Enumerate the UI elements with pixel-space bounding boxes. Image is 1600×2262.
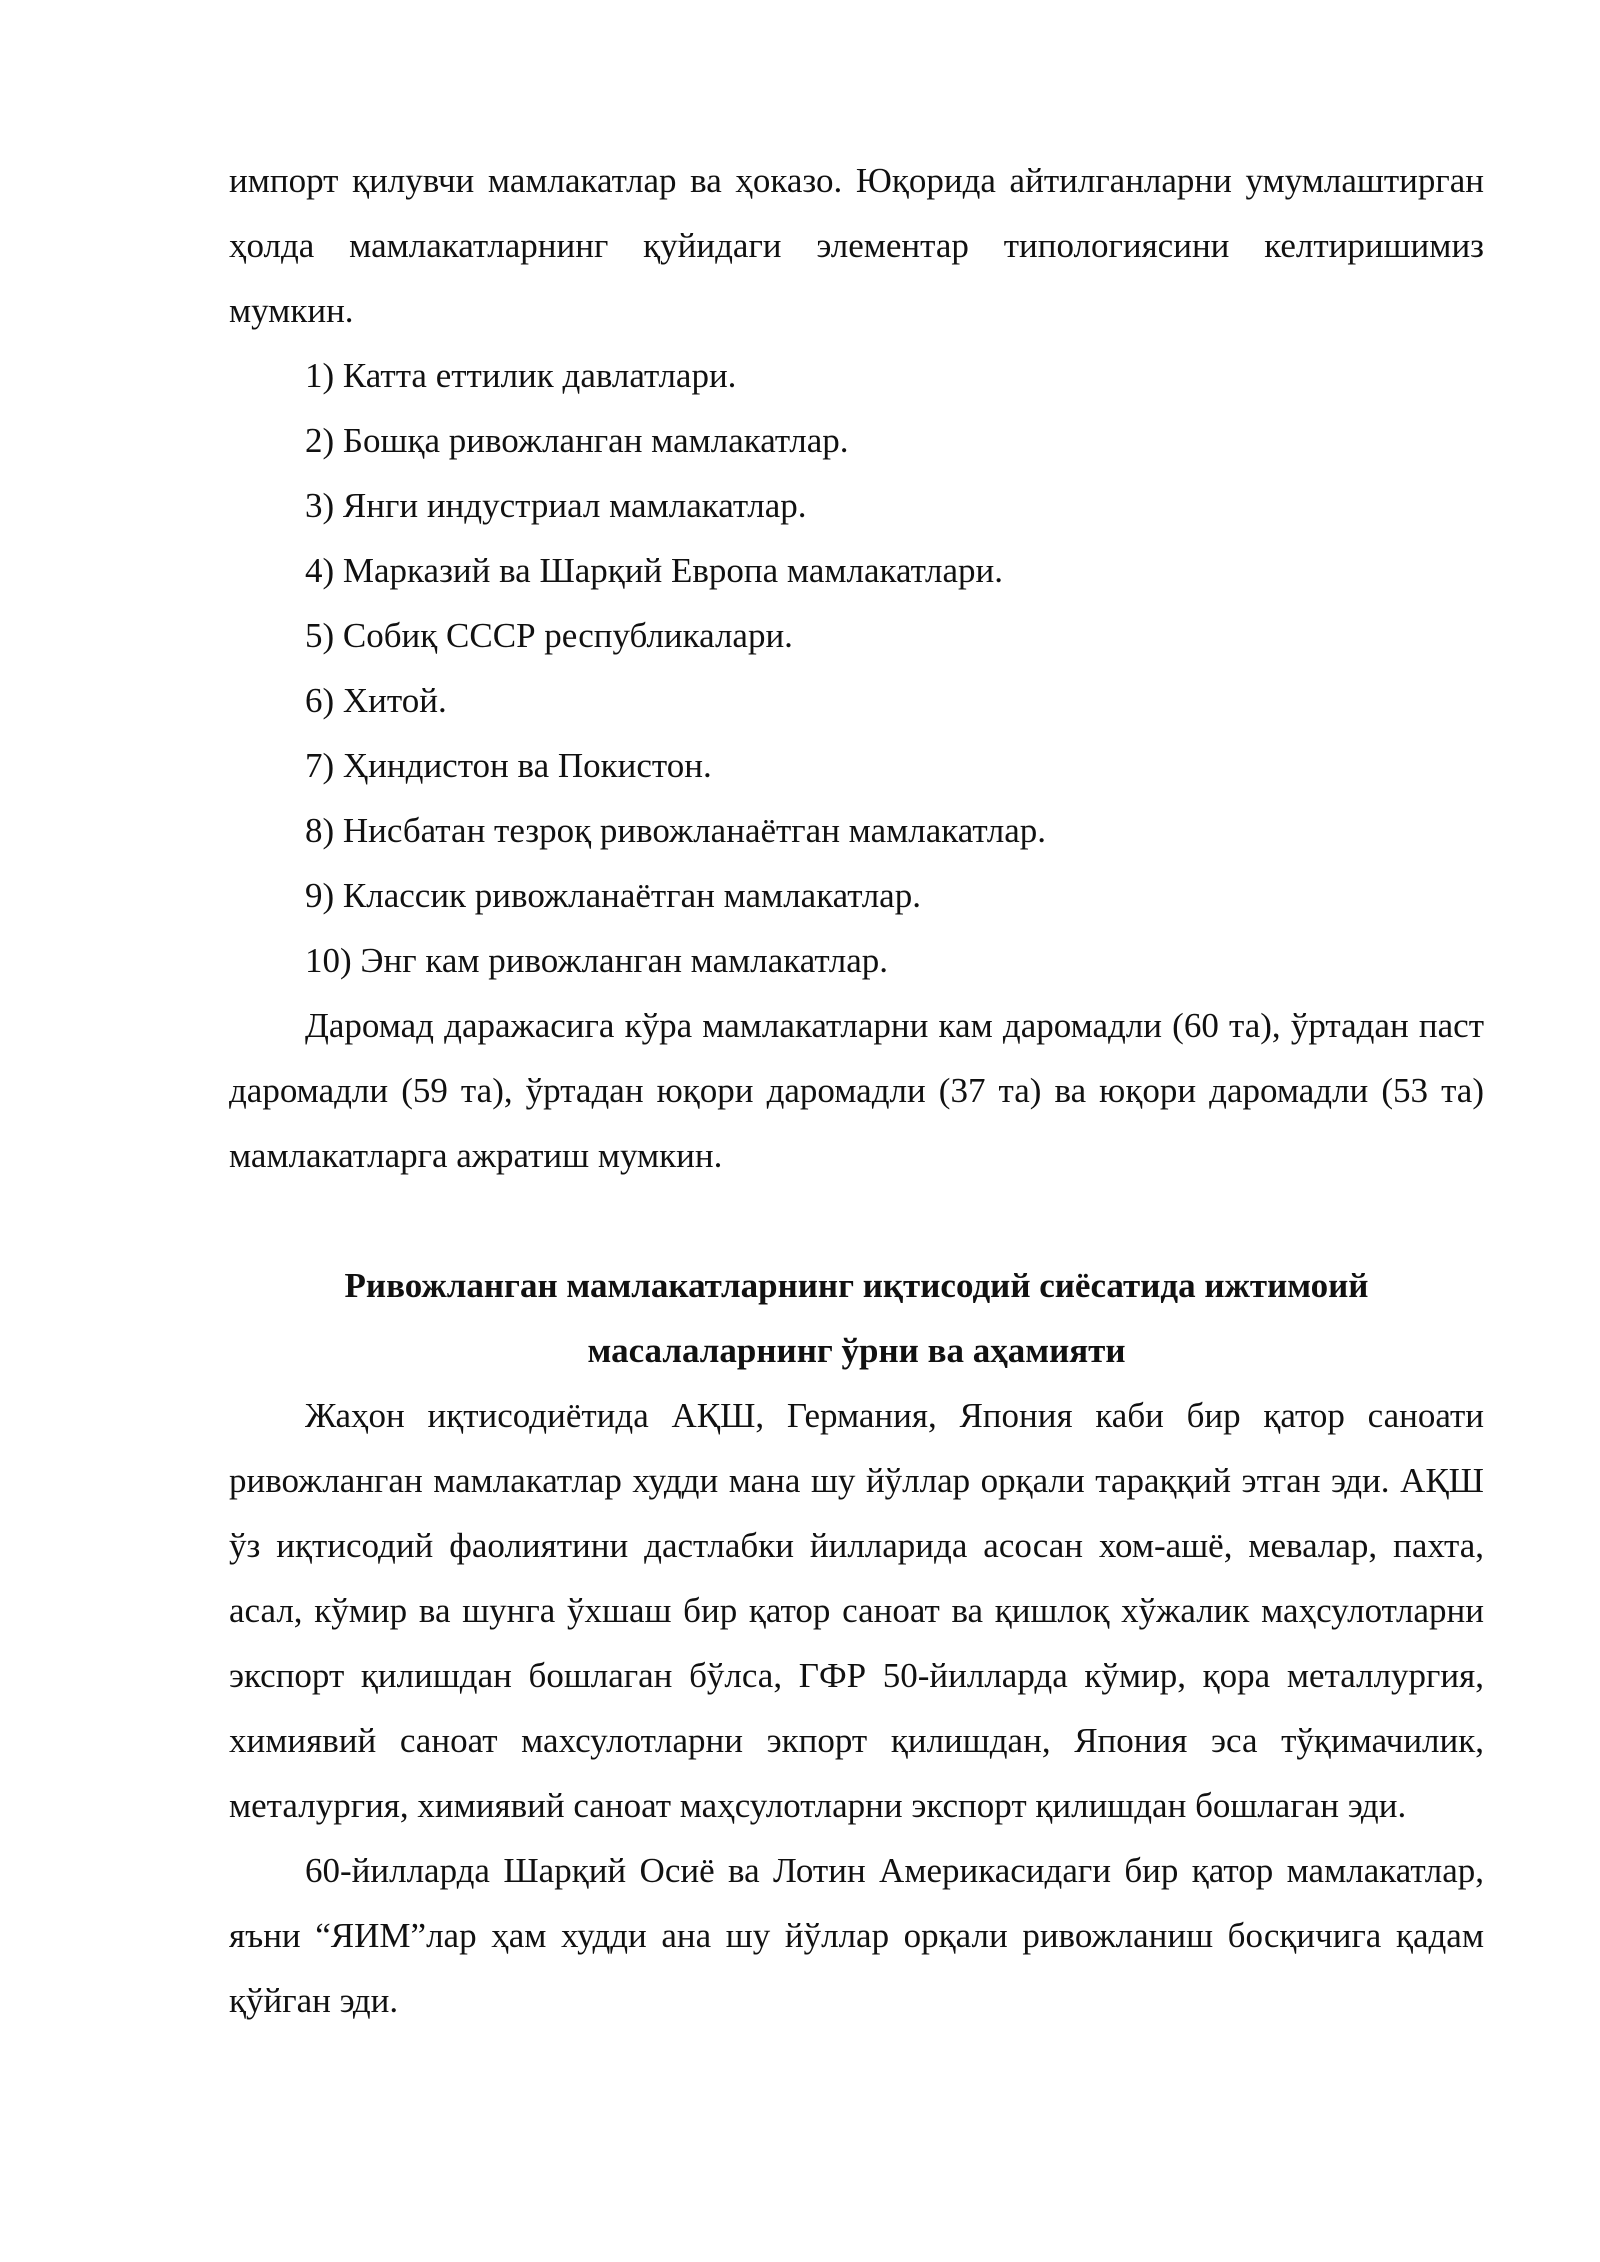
list-item: 10) Энг кам ривожланган мамлакатлар. bbox=[305, 941, 889, 980]
list-item: 6) Хитой. bbox=[305, 681, 447, 720]
section-heading-line-1: Ривожланган мамлакатларнинг иқтисодий сиёсатида ижтимоий bbox=[344, 1266, 1369, 1305]
list-item: 9) Классик ривожланаётган мамлакатлар. bbox=[305, 876, 921, 915]
section-heading-line-2: масалаларнинг ўрни ва аҳамияти bbox=[587, 1331, 1126, 1370]
document-page bbox=[229, 148, 1484, 2033]
body-paragraph: Жаҳон иқтисодиётида АҚШ, Германия, Япония каби бир қатор саноати ривожланган мамлакатлар худди мана шу йўллар орқали тараққий этган эди. АҚШ ўз иқтисодий фаолиятини дастлабки йилларида асосан хом-ашё, мевалар, пахта, асал, кўмир ва шунга ўхшаш бир қатор саноат ва қишлоқ хўжалик маҳсулотларни экспорт қилишдан бошлаган бўлса, ГФР 50-йилларда кўмир, қора металлургия, химиявий саноат махсулотларни экпорт қилишдан, Япония эса тўқимачилик, металургия, химиявий саноат маҳсулотларни экспорт қилишдан бошлаган эди. bbox=[229, 1396, 1484, 1825]
list-item: 5) Собиқ СССР республикалари. bbox=[305, 616, 793, 655]
list-item: 1) Катта еттилик давлатлари. bbox=[305, 356, 737, 395]
body-paragraph: 60-йилларда Шарқий Осиё ва Лотин Америкасидаги бир қатор мамлакатлар, яъни “ЯИМ”лар ҳам худди ана шу йўллар орқали ривожланиш босқичига қадам қўйган эди. bbox=[229, 1851, 1484, 2020]
list-item: 8) Нисбатан тезроқ ривожланаётган мамлакатлар. bbox=[305, 811, 1047, 850]
list-item: 3) Янги индустриал мамлакатлар. bbox=[305, 486, 807, 525]
list-item: 4) Марказий ва Шарқий Европа мамлакатлари. bbox=[305, 551, 1004, 590]
list-item: 2) Бошқа ривожланган мамлакатлар. bbox=[305, 421, 849, 460]
income-paragraph: Даромад даражасига кўра мамлакатларни кам даромадли (60 та), ўртадан паст даромадли (59 та), ўртадан юқори даромадли (37 та) ва юқори даромадли (53 та) мамлакатларга ажратиш мумкин. bbox=[229, 1006, 1484, 1175]
section-gap bbox=[229, 1188, 1484, 1253]
intro-paragraph: импорт қилувчи мамлакатлар ва ҳоказо. Юқорида айтилганларни умумлаштирган ҳолда мамлакатларнинг қуйидаги элементар типологиясини келтиришимиз мумкин. bbox=[229, 161, 1484, 330]
typology-list bbox=[229, 343, 1484, 993]
list-item: 7) Ҳиндистон ва Покистон. bbox=[305, 746, 712, 785]
